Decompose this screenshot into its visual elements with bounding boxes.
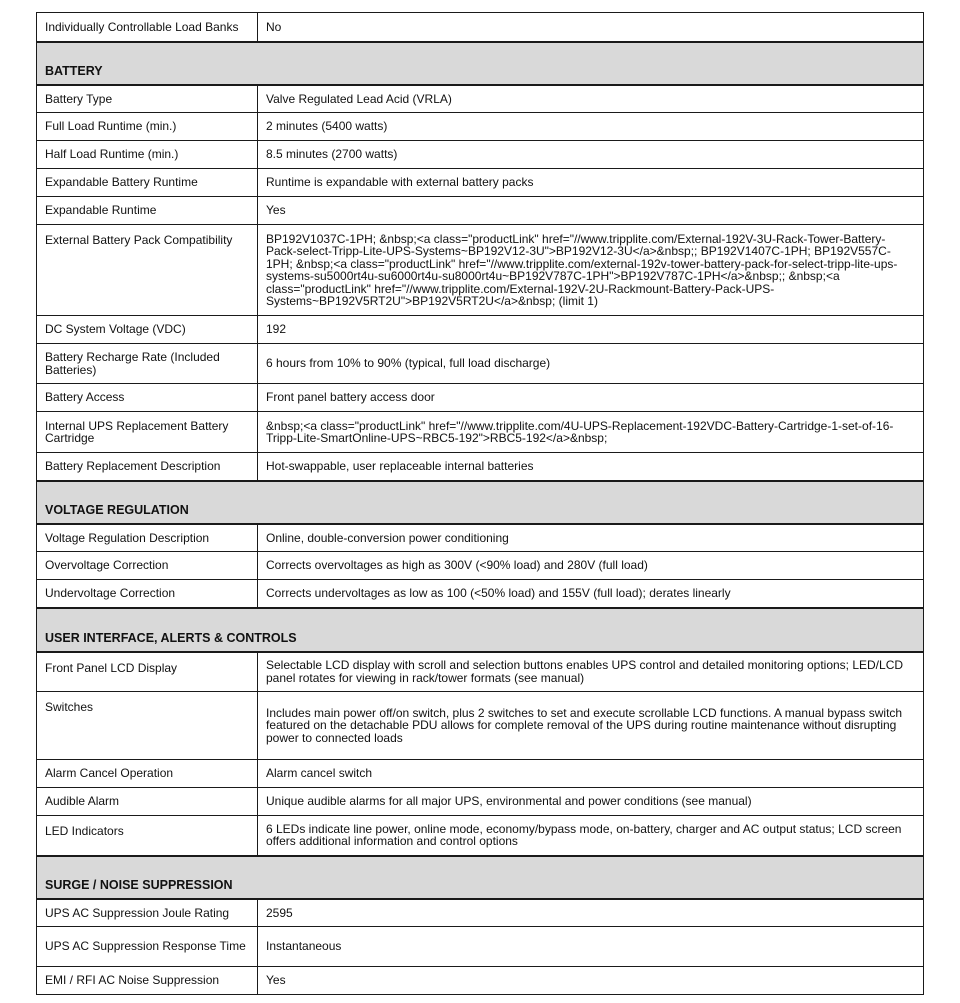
spec-label: Battery Type — [37, 85, 258, 113]
spec-row — [37, 169, 924, 197]
spec-label: Switches — [37, 692, 258, 760]
spec-value: 2595 — [258, 899, 924, 927]
spec-row — [37, 13, 924, 42]
section-title: VOLTAGE REGULATION — [37, 481, 924, 524]
spec-value: Corrects undervoltages as low as 100 (<50% load) and 155V (full load); derates linearly — [258, 580, 924, 608]
spec-value: 2 minutes (5400 watts) — [258, 113, 924, 141]
spec-value: 8.5 minutes (2700 watts) — [258, 141, 924, 169]
spec-label: Battery Replacement Description — [37, 453, 258, 481]
spec-value: Yes — [258, 197, 924, 225]
spec-value: No — [258, 13, 924, 42]
spec-row — [37, 580, 924, 608]
spec-label: External Battery Pack Compatibility — [37, 225, 258, 316]
spec-label: UPS AC Suppression Joule Rating — [37, 899, 258, 927]
spec-row — [37, 141, 924, 169]
section-title: SURGE / NOISE SUPPRESSION — [37, 856, 924, 899]
spec-row — [37, 225, 924, 316]
section-title: USER INTERFACE, ALERTS & CONTROLS — [37, 608, 924, 652]
spec-label: Expandable Runtime — [37, 197, 258, 225]
spec-row — [37, 197, 924, 225]
spec-value: Yes — [258, 967, 924, 995]
spec-label: DC System Voltage (VDC) — [37, 316, 258, 344]
spec-row — [37, 453, 924, 481]
spec-value: 6 hours from 10% to 90% (typical, full load discharge) — [258, 344, 924, 384]
spec-label: Battery Recharge Rate (Included Batteries) — [37, 344, 258, 384]
section-header-row — [37, 856, 924, 899]
section-header-row — [37, 608, 924, 652]
spec-value: 192 — [258, 316, 924, 344]
spec-value: Alarm cancel switch — [258, 760, 924, 788]
spec-table — [36, 12, 924, 995]
spec-value: Online, double-conversion power conditioning — [258, 524, 924, 552]
spec-value: Unique audible alarms for all major UPS, environmental and power conditions (see manual) — [258, 788, 924, 816]
spec-row — [37, 552, 924, 580]
spec-row — [37, 692, 924, 760]
section-header-row — [37, 481, 924, 524]
spec-row — [37, 816, 924, 856]
spec-value: Front panel battery access door — [258, 384, 924, 412]
spec-label: Battery Access — [37, 384, 258, 412]
spec-value: &nbsp;<a class="productLink" href="//www.tripplite.com/4U-UPS-Replacement-192VDC-Battery-Cartridge-1-set-of-16-Tripp-Lite-SmartOnline-UPS~RBC5-192">RBC5-192</a>&nbsp; — [258, 412, 924, 453]
spec-value: Runtime is expandable with external battery packs — [258, 169, 924, 197]
spec-row — [37, 788, 924, 816]
spec-value: 6 LEDs indicate line power, online mode, economy/bypass mode, on-battery, charger and AC output status; LCD screen offers additional information and control options — [258, 816, 924, 856]
spec-row — [37, 760, 924, 788]
spec-row — [37, 344, 924, 384]
spec-label: Overvoltage Correction — [37, 552, 258, 580]
spec-value: Includes main power off/on switch, plus 2 switches to set and execute scrollable LCD functions. A manual bypass switch featured on the detachable PDU allows for complete removal of the UPS during routine maintenance without disrupting power to connected loads — [258, 692, 924, 760]
spec-label: Audible Alarm — [37, 788, 258, 816]
spec-value: BP192V1037C-1PH; &nbsp;<a class="productLink" href="//www.tripplite.com/External-192V-3U-Rack-Tower-Battery-Pack-select-Tripp-Lite-UPS-Systems~BP192V12-3U">BP192V12-3U</a>&nbsp;; BP192V1407C-1PH; BP192V557C-1PH; &nbsp;<a class="productLink" href="//www.tripplite.com/external-192v-tower-battery-pack-for-select-tripp-lite-ups-systems-su5000rt4u-su6000rt4u-su8000rt4u~BP192V787C-1PH">BP192V787C-1PH</a>&nbsp;; &nbsp;<a class="productLink" href="//www.tripplite.com/External-192V-2U-Rackmount-Battery-Pack-UPS-Systems~BP192V5RT2U">BP192V5RT2U</a>&nbsp; (limit 1) — [258, 225, 924, 316]
section-title: BATTERY — [37, 42, 924, 85]
spec-value: Valve Regulated Lead Acid (VRLA) — [258, 85, 924, 113]
spec-row — [37, 85, 924, 113]
spec-row — [37, 316, 924, 344]
spec-value: Instantaneous — [258, 927, 924, 967]
spec-value: Selectable LCD display with scroll and selection buttons enables UPS control and detailed monitoring options; LED/LCD panel rotates for viewing in rack/tower formats (see manual) — [258, 652, 924, 692]
spec-label: Full Load Runtime (min.) — [37, 113, 258, 141]
spec-label: UPS AC Suppression Response Time — [37, 927, 258, 967]
spec-row — [37, 967, 924, 995]
spec-row — [37, 384, 924, 412]
spec-label: EMI / RFI AC Noise Suppression — [37, 967, 258, 995]
spec-label: Voltage Regulation Description — [37, 524, 258, 552]
spec-row — [37, 412, 924, 453]
spec-label: Alarm Cancel Operation — [37, 760, 258, 788]
spec-row — [37, 899, 924, 927]
spec-label: Half Load Runtime (min.) — [37, 141, 258, 169]
spec-label: LED Indicators — [37, 816, 258, 856]
spec-row — [37, 927, 924, 967]
section-header-row — [37, 42, 924, 85]
spec-row — [37, 652, 924, 692]
spec-label: Undervoltage Correction — [37, 580, 258, 608]
spec-label: Front Panel LCD Display — [37, 652, 258, 692]
spec-label: Internal UPS Replacement Battery Cartridge — [37, 412, 258, 453]
spec-label: Individually Controllable Load Banks — [37, 13, 258, 42]
spec-label: Expandable Battery Runtime — [37, 169, 258, 197]
spec-row — [37, 113, 924, 141]
spec-row — [37, 524, 924, 552]
spec-table-body — [37, 13, 924, 995]
spec-value: Corrects overvoltages as high as 300V (<90% load) and 280V (full load) — [258, 552, 924, 580]
spec-value: Hot-swappable, user replaceable internal batteries — [258, 453, 924, 481]
